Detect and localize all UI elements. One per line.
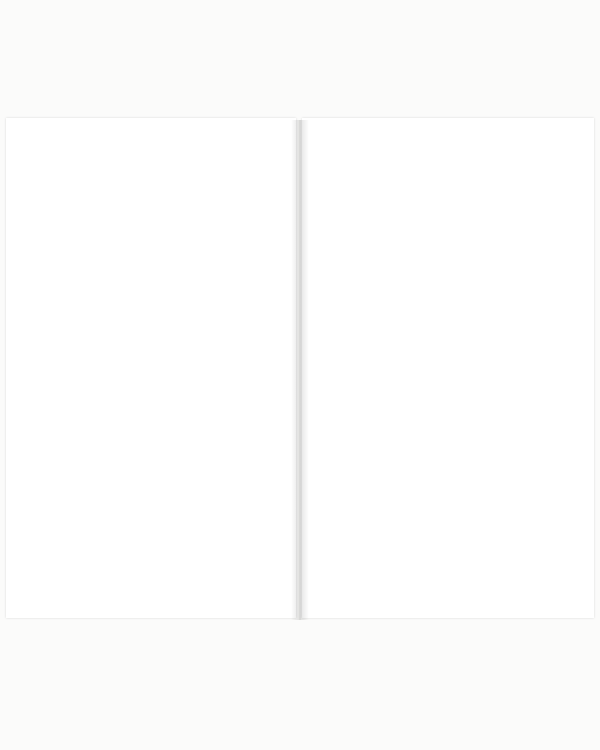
book-gutter [291, 120, 309, 620]
right-page [302, 118, 594, 618]
left-page [6, 118, 296, 618]
